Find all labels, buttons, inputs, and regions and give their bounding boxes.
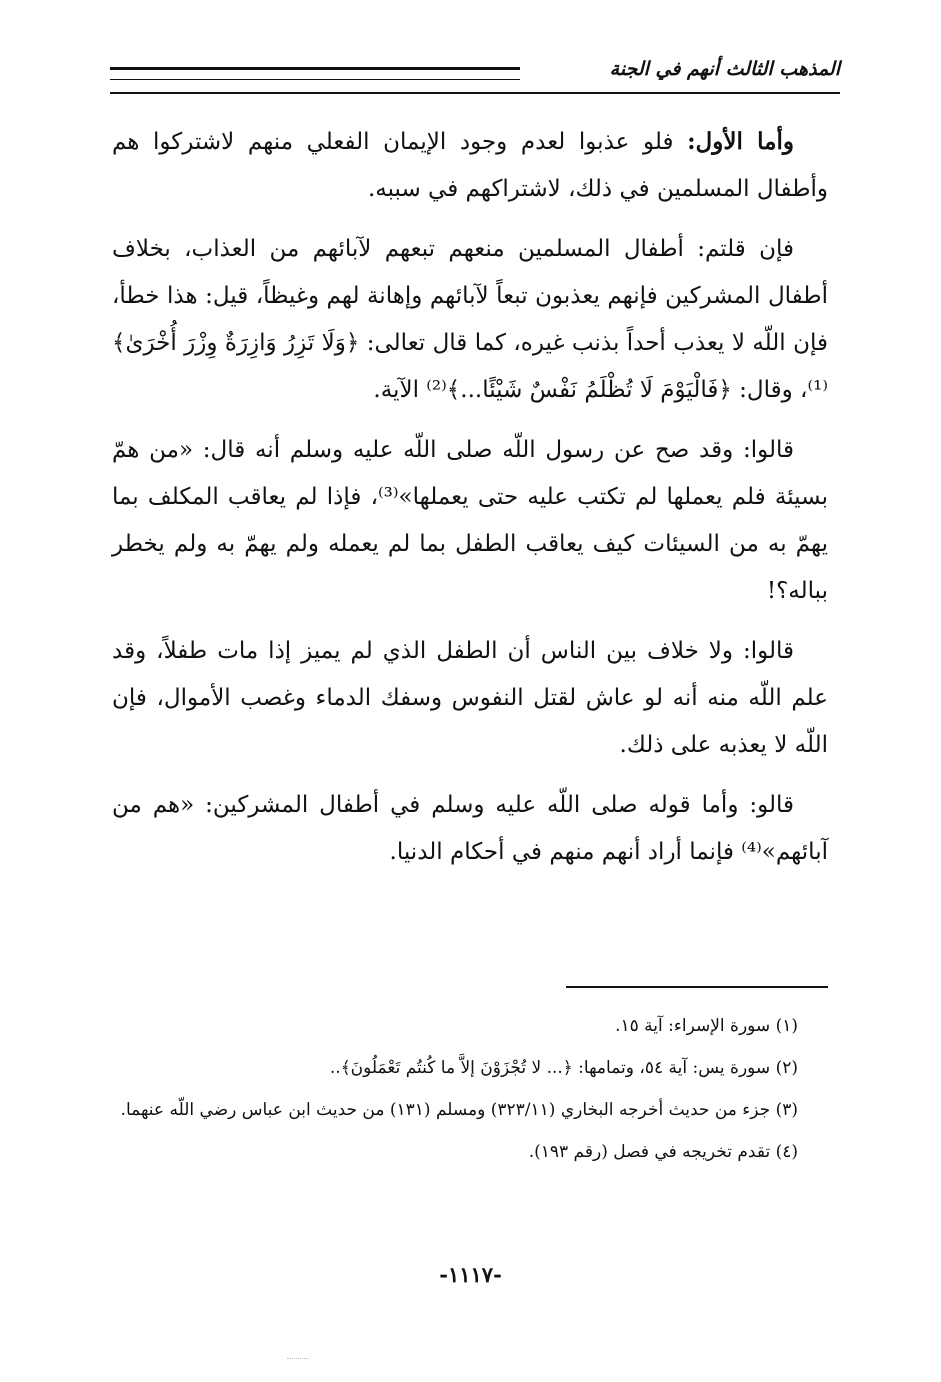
- paragraph-text: فلو عذبوا لعدم وجود الإيمان الفعلي منهم لاشتركوا هم وأطفال المسلمين في ذلك، لاشتراكهم في سببه.: [112, 129, 828, 202]
- running-header: [110, 54, 840, 94]
- scan-mark: [287, 1358, 309, 1362]
- paragraph-text: قالوا: ولا خلاف بين الناس أن الطفل الذي لم يميز إذا مات طفلاً، وقد علم اللّه منه أنه لو عاش لقتل النفوس وسفك الدماء وغصب الأموال، فإن اللّه لا يعذبه على ذلك.: [112, 638, 828, 758]
- paragraph-lead: وأما الأول:: [687, 128, 794, 155]
- footnote: (٣) جزء من حديث أخرجه البخاري (٣٢٣/١١) ومسلم (١٣١) من حديث ابن عباس رضي اللّه عنهما.: [120, 1100, 798, 1120]
- header-underline: [110, 92, 840, 94]
- header-double-rule: [110, 67, 520, 80]
- paragraph: [112, 226, 828, 414]
- page-number: -١١١٧-: [439, 1262, 502, 1287]
- paragraph: [112, 628, 828, 769]
- paragraph: [112, 118, 828, 213]
- footnotes: [112, 1008, 828, 1176]
- running-header-title: المذهب الثالث أنهم في الجنة: [609, 58, 840, 80]
- paragraph: [112, 427, 828, 615]
- paragraph-text: قالوا: وقد صح عن رسول اللّه صلى اللّه عليه وسلم أنه قال: «من همّ بسيئة فلم يعملها لم تكتب عليه حتى يعملها»⁽³⁾، فإذا لم يعاقب المكلف بما يهمّ به من السيئات كيف يعاقب الطفل بما لم يعمله ولم يهمّ به ولم يخطر بباله؟!: [112, 437, 828, 604]
- footnote: (٢) سورة يس: آية ٥٤، وتمامها: ﴿... لا تُجْزَوْنَ إلاَّ ما كُنتُم تَعْمَلُونَ﴾..: [329, 1058, 798, 1078]
- footnote: (٤) تقدم تخريجه في فصل (رقم ١٩٣).: [528, 1142, 798, 1162]
- paragraph-text: فإن قلتم: أطفال المسلمين منعهم تبعهم لآبائهم من العذاب، بخلاف أطفال المشركين فإنهم يعذبون تبعاً لآبائهم وإهانة لهم وغيظاً، قيل: هذا خطأ، فإن اللّه لا يعذب أحداً بذنب غيره، كما قال تعالى: ﴿وَلَا تَزِرُ وَازِرَةٌ وِزْرَ أُخْرَىٰ﴾⁽¹⁾، وقال: ﴿فَالْيَوْمَ لَا تُظْلَمُ نَفْسٌ شَيْئًا...﴾⁽²⁾ الآية.: [112, 236, 828, 403]
- footnote: (١) سورة الإسراء: آية ١٥.: [615, 1016, 798, 1036]
- paragraph: [112, 782, 828, 876]
- main-text: [112, 118, 828, 889]
- footnote-separator: [566, 986, 828, 988]
- paragraph-text: قالو: وأما قوله صلى اللّه عليه وسلم في أطفال المشركين: «هم من آبائهم»⁽⁴⁾ فإنما أراد أنهم منهم في أحكام الدنيا.: [112, 792, 828, 865]
